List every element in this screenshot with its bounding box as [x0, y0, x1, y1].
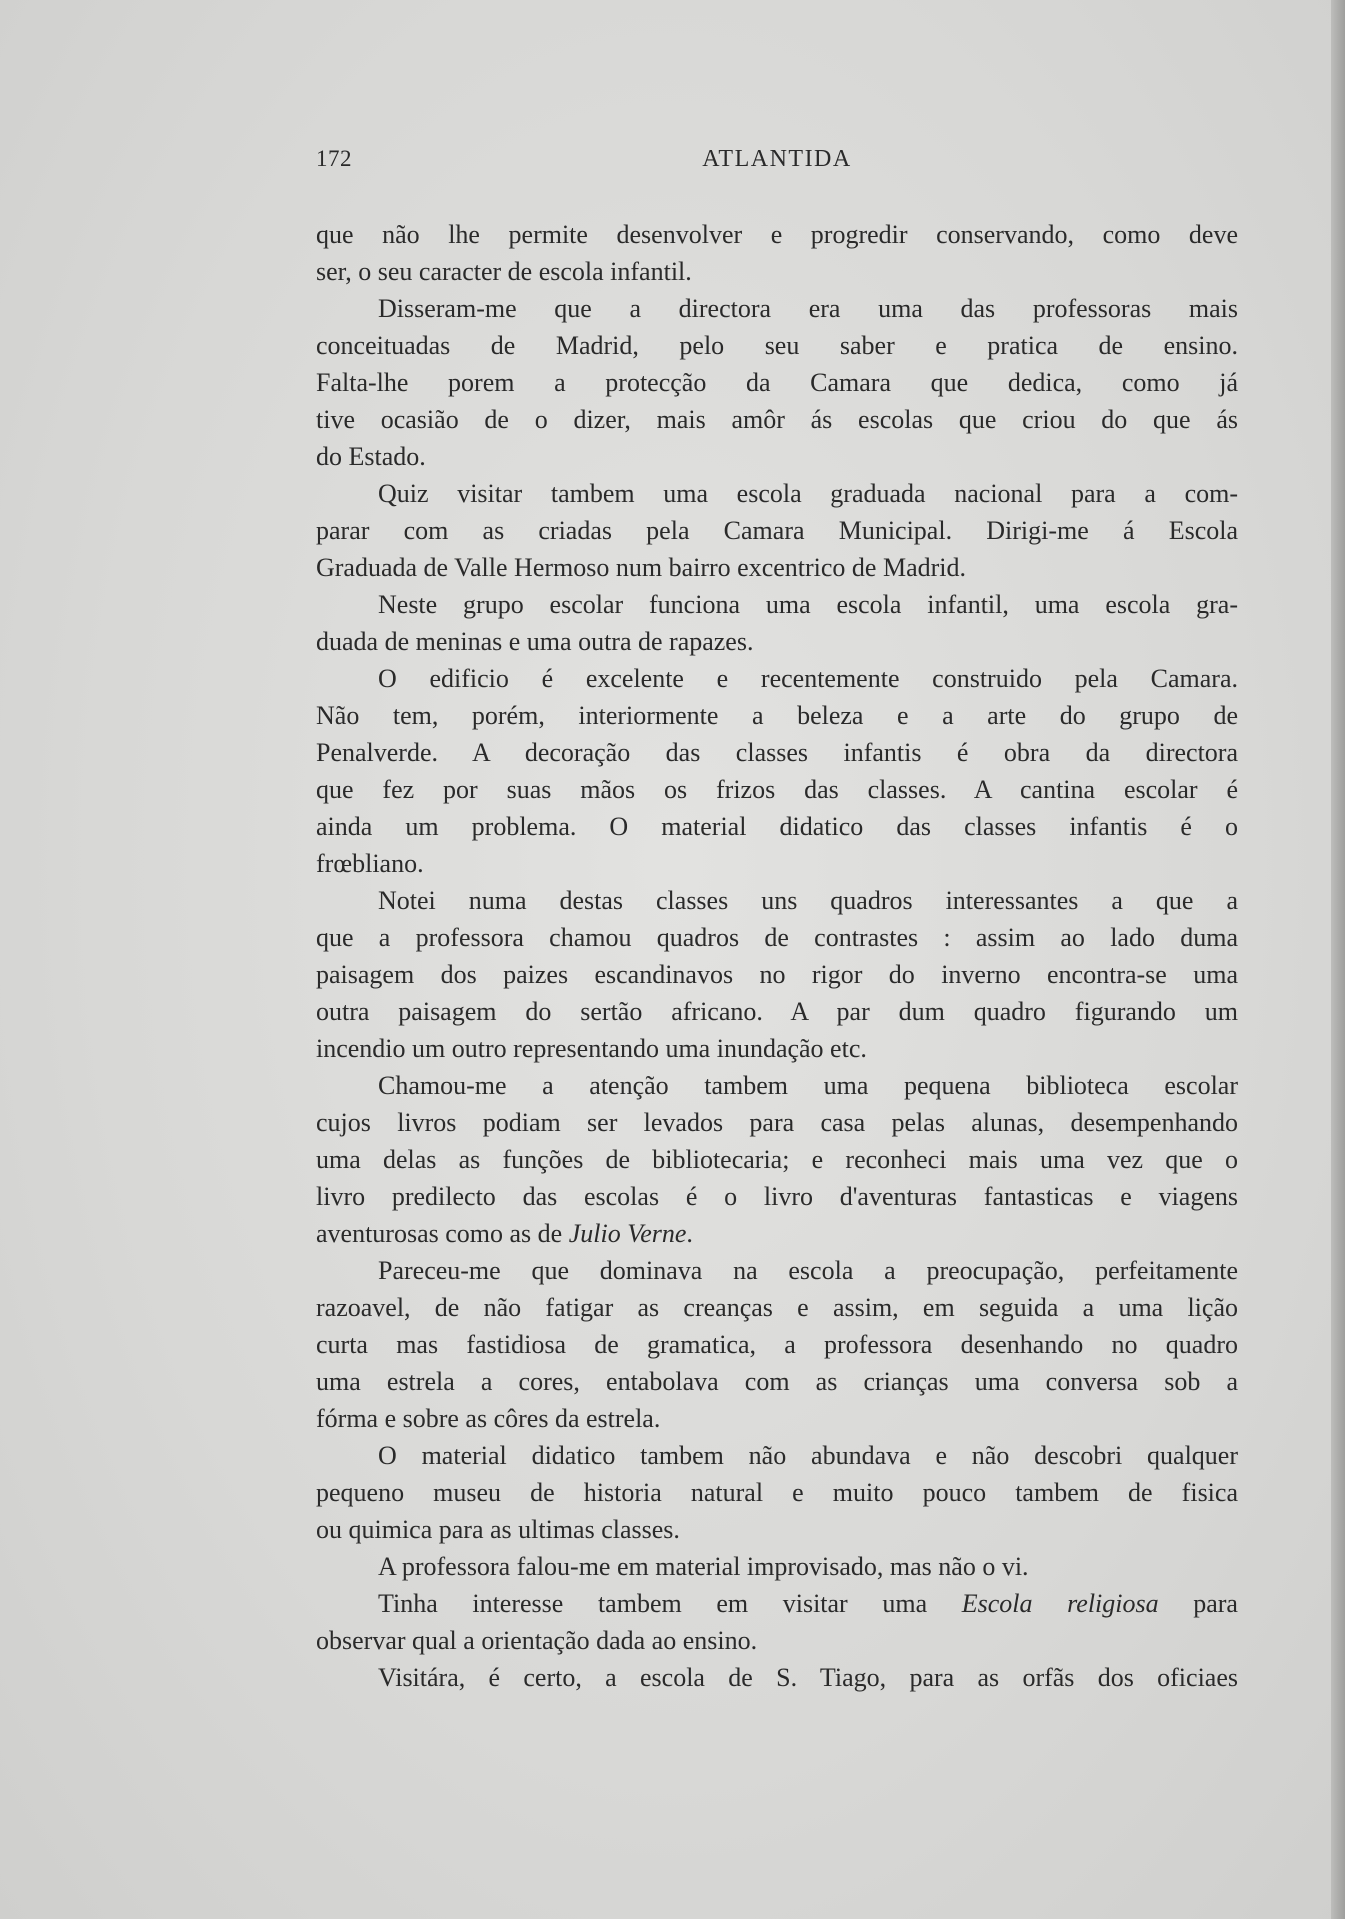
- text-line: que não lhe permite desenvolver e progredir conservando, como deve: [316, 220, 1238, 249]
- text-line: que a professora chamou quadros de contrastes : assim ao lado duma: [316, 923, 1238, 952]
- page-edge-shadow: [1331, 0, 1345, 1919]
- text-line: O material didatico tambem não abundava e não descobri qualquer: [378, 1441, 1238, 1470]
- text-line: curta mas fastidiosa de gramatica, a professora desenhando no quadro: [316, 1330, 1238, 1359]
- text-line: parar com as criadas pela Camara Municipal. Dirigi-me á Escola: [316, 516, 1238, 545]
- text-segment: aventurosas como as de: [316, 1219, 569, 1248]
- text-line: tive ocasião de o dizer, mais amôr ás escolas que criou do que ás: [316, 405, 1238, 434]
- text-line: observar qual a orientação dada ao ensino.: [316, 1626, 758, 1655]
- text-line: Chamou-me a atenção tambem uma pequena biblioteca escolar: [378, 1071, 1238, 1100]
- text-line: que fez por suas mãos os frizos das classes. A cantina escolar é: [316, 775, 1238, 804]
- text-line: livro predilecto das escolas é o livro d'aventuras fantasticas e viagens: [316, 1182, 1238, 1211]
- text-line: outra paisagem do sertão africano. A par dum quadro figurando um: [316, 997, 1238, 1026]
- text-line: A professora falou-me em material improvisado, mas não o vi.: [378, 1552, 1029, 1581]
- text-segment: .: [686, 1219, 693, 1248]
- text-line: ainda um problema. O material didatico das classes infantis é o: [316, 812, 1238, 841]
- text-line: ser, o seu caracter de escola infantil.: [316, 257, 692, 286]
- text-line: incendio um outro representando uma inundação etc.: [316, 1034, 867, 1063]
- text-line: Penalverde. A decoração das classes infantis é obra da directora: [316, 738, 1238, 767]
- text-line: Pareceu-me que dominava na escola a preocupação, perfeitamente: [378, 1256, 1238, 1285]
- italic-name-julio-verne: Julio Verne: [568, 1219, 687, 1248]
- text-line: [316, 1585, 1238, 1622]
- text-line: Quiz visitar tambem uma escola graduada nacional para a com-: [378, 479, 1238, 508]
- text-line: O edificio é excelente e recentemente construido pela Camara.: [378, 664, 1238, 693]
- text-line: duada de meninas e uma outra de rapazes.: [316, 627, 754, 656]
- text-line: pequeno museu de historia natural e muito pouco tambem de fisica: [316, 1478, 1238, 1507]
- text-segment: para: [1158, 1589, 1238, 1618]
- text-line: ou quimica para as ultimas classes.: [316, 1515, 680, 1544]
- page-number: 172: [316, 146, 352, 171]
- text-line: Falta-lhe porem a protecção da Camara que dedica, como já: [316, 368, 1238, 397]
- text-line: do Estado.: [316, 442, 426, 471]
- text-line: cujos livros podiam ser levados para casa pelas alunas, desempenhando: [316, 1108, 1238, 1137]
- text-line: Visitára, é certo, a escola de S. Tiago, para as orfãs dos oficiaes: [378, 1663, 1238, 1692]
- text-line: Não tem, porém, interiormente a beleza e a arte do grupo de: [316, 701, 1238, 730]
- text-line: uma estrela a cores, entabolava com as crianças uma conversa sob a: [316, 1367, 1238, 1396]
- italic-term-escola-religiosa: Escola religiosa: [961, 1589, 1159, 1618]
- text-line: razoavel, de não fatigar as creanças e assim, em seguida a uma lição: [316, 1293, 1238, 1322]
- text-line: fórma e sobre as côres da estrela.: [316, 1404, 661, 1433]
- text-line: Notei numa destas classes uns quadros interessantes a que a: [378, 886, 1238, 915]
- text-segment: Tinha interesse tambem em visitar uma: [378, 1589, 962, 1618]
- text-line: frœbliano.: [316, 849, 424, 878]
- text-line: Neste grupo escolar funciona uma escola infantil, uma escola gra-: [378, 590, 1238, 619]
- text-line: conceituadas de Madrid, pelo seu saber e pratica de ensino.: [316, 331, 1238, 360]
- text-line: uma delas as funções de bibliotecaria; e reconheci mais uma vez que o: [316, 1145, 1238, 1174]
- running-title: ATLANTIDA: [702, 146, 852, 172]
- text-line: Graduada de Valle Hermoso num bairro excentrico de Madrid.: [316, 553, 967, 582]
- body-text: [316, 216, 1238, 1696]
- text-line: Disseram-me que a directora era uma das professoras mais: [378, 294, 1238, 323]
- text-line: [316, 1215, 1238, 1252]
- page-header: [316, 146, 1238, 186]
- text-line: paisagem dos paizes escandinavos no rigor do inverno encontra-se uma: [316, 960, 1238, 989]
